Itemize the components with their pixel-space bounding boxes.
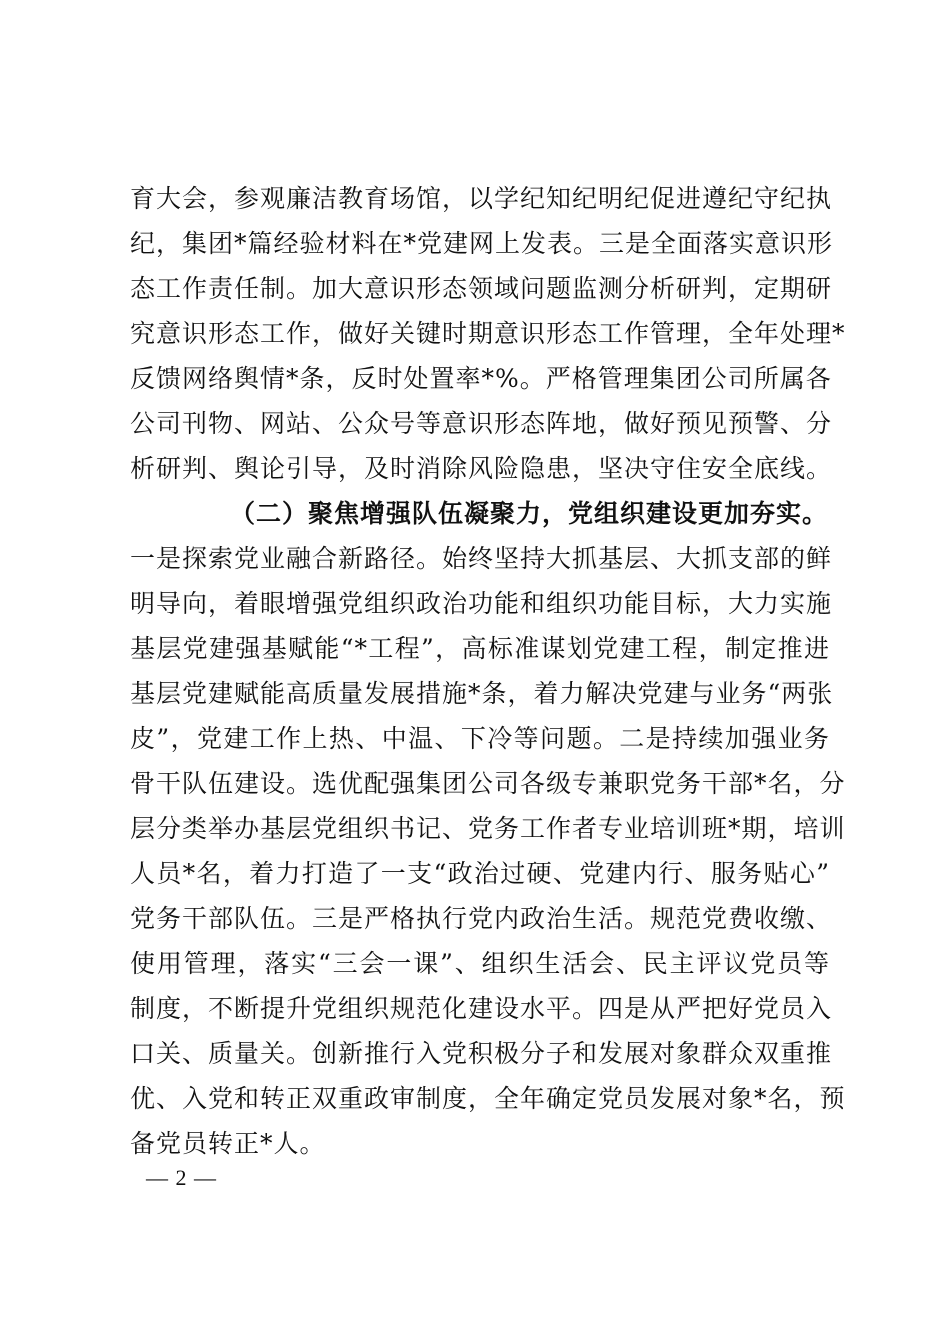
text-line-18: 使用管理，落实“三会一课”、组织生活会、民主评议党员等	[130, 949, 830, 978]
section-heading: （二）聚焦增强队伍凝聚力，党组织建设更加夯实。	[230, 499, 829, 528]
text-line-5: 反馈网络舆情*条，反时处置率*%。严格管理集团公司所属各	[130, 364, 832, 393]
document-body	[130, 176, 846, 1166]
text-line-16: 人员*名，着力打造了一支“政治过硬、党建内行、服务贴心”	[130, 859, 830, 888]
text-line-12: 基层党建赋能高质量发展措施*条，着力解决党建与业务“两张	[130, 679, 834, 708]
text-line-17: 党务干部队伍。三是严格执行党内政治生活。规范党费收缴、	[130, 904, 833, 933]
text-line-15: 层分类举办基层党组织书记、党务工作者专业培训班*期，培训	[130, 814, 846, 843]
text-line-1: 育大会，参观廉洁教育场馆，以学纪知纪明纪促进遵纪守纪执	[130, 184, 833, 213]
text-line-20: 口关、质量关。创新推行入党积极分子和发展对象群众双重推	[130, 1039, 833, 1068]
text-line-11: 基层党建强基赋能“*工程”，高标准谋划党建工程，制定推进	[130, 634, 830, 663]
text-line-9: 一是探索党业融合新路径。始终坚持大抓基层、大抓支部的鲜	[130, 544, 833, 573]
text-line-2: 纪，集团*篇经验材料在*党建网上发表。三是全面落实意识形	[130, 229, 834, 258]
text-line-7: 析研判、舆论引导，及时消除风险隐患，坚决守住安全底线。	[130, 454, 833, 483]
text-line-19: 制度，不断提升党组织规范化建设水平。四是从严把好党员入	[130, 994, 833, 1023]
text-line-6: 公司刊物、网站、公众号等意识形态阵地，做好预见预警、分	[130, 409, 833, 438]
text-line-13: 皮”，党建工作上热、中温、下冷等问题。二是持续加强业务	[130, 724, 830, 753]
text-line-22: 备党员转正*人。	[130, 1129, 326, 1158]
page-number: — 2 —	[146, 1165, 217, 1190]
text-line-4: 究意识形态工作，做好关键时期意识形态工作管理，全年处理*	[130, 319, 846, 348]
text-line-10: 明导向，着眼增强党组织政治功能和组织功能目标，大力实施	[130, 589, 833, 618]
text-line-3: 态工作责任制。加大意识形态领域问题监测分析研判，定期研	[130, 274, 833, 303]
text-line-14: 骨干队伍建设。选优配强集团公司各级专兼职党务干部*名，分	[130, 769, 846, 798]
text-line-21: 优、入党和转正双重政审制度，全年确定党员发展对象*名，预	[130, 1084, 846, 1113]
